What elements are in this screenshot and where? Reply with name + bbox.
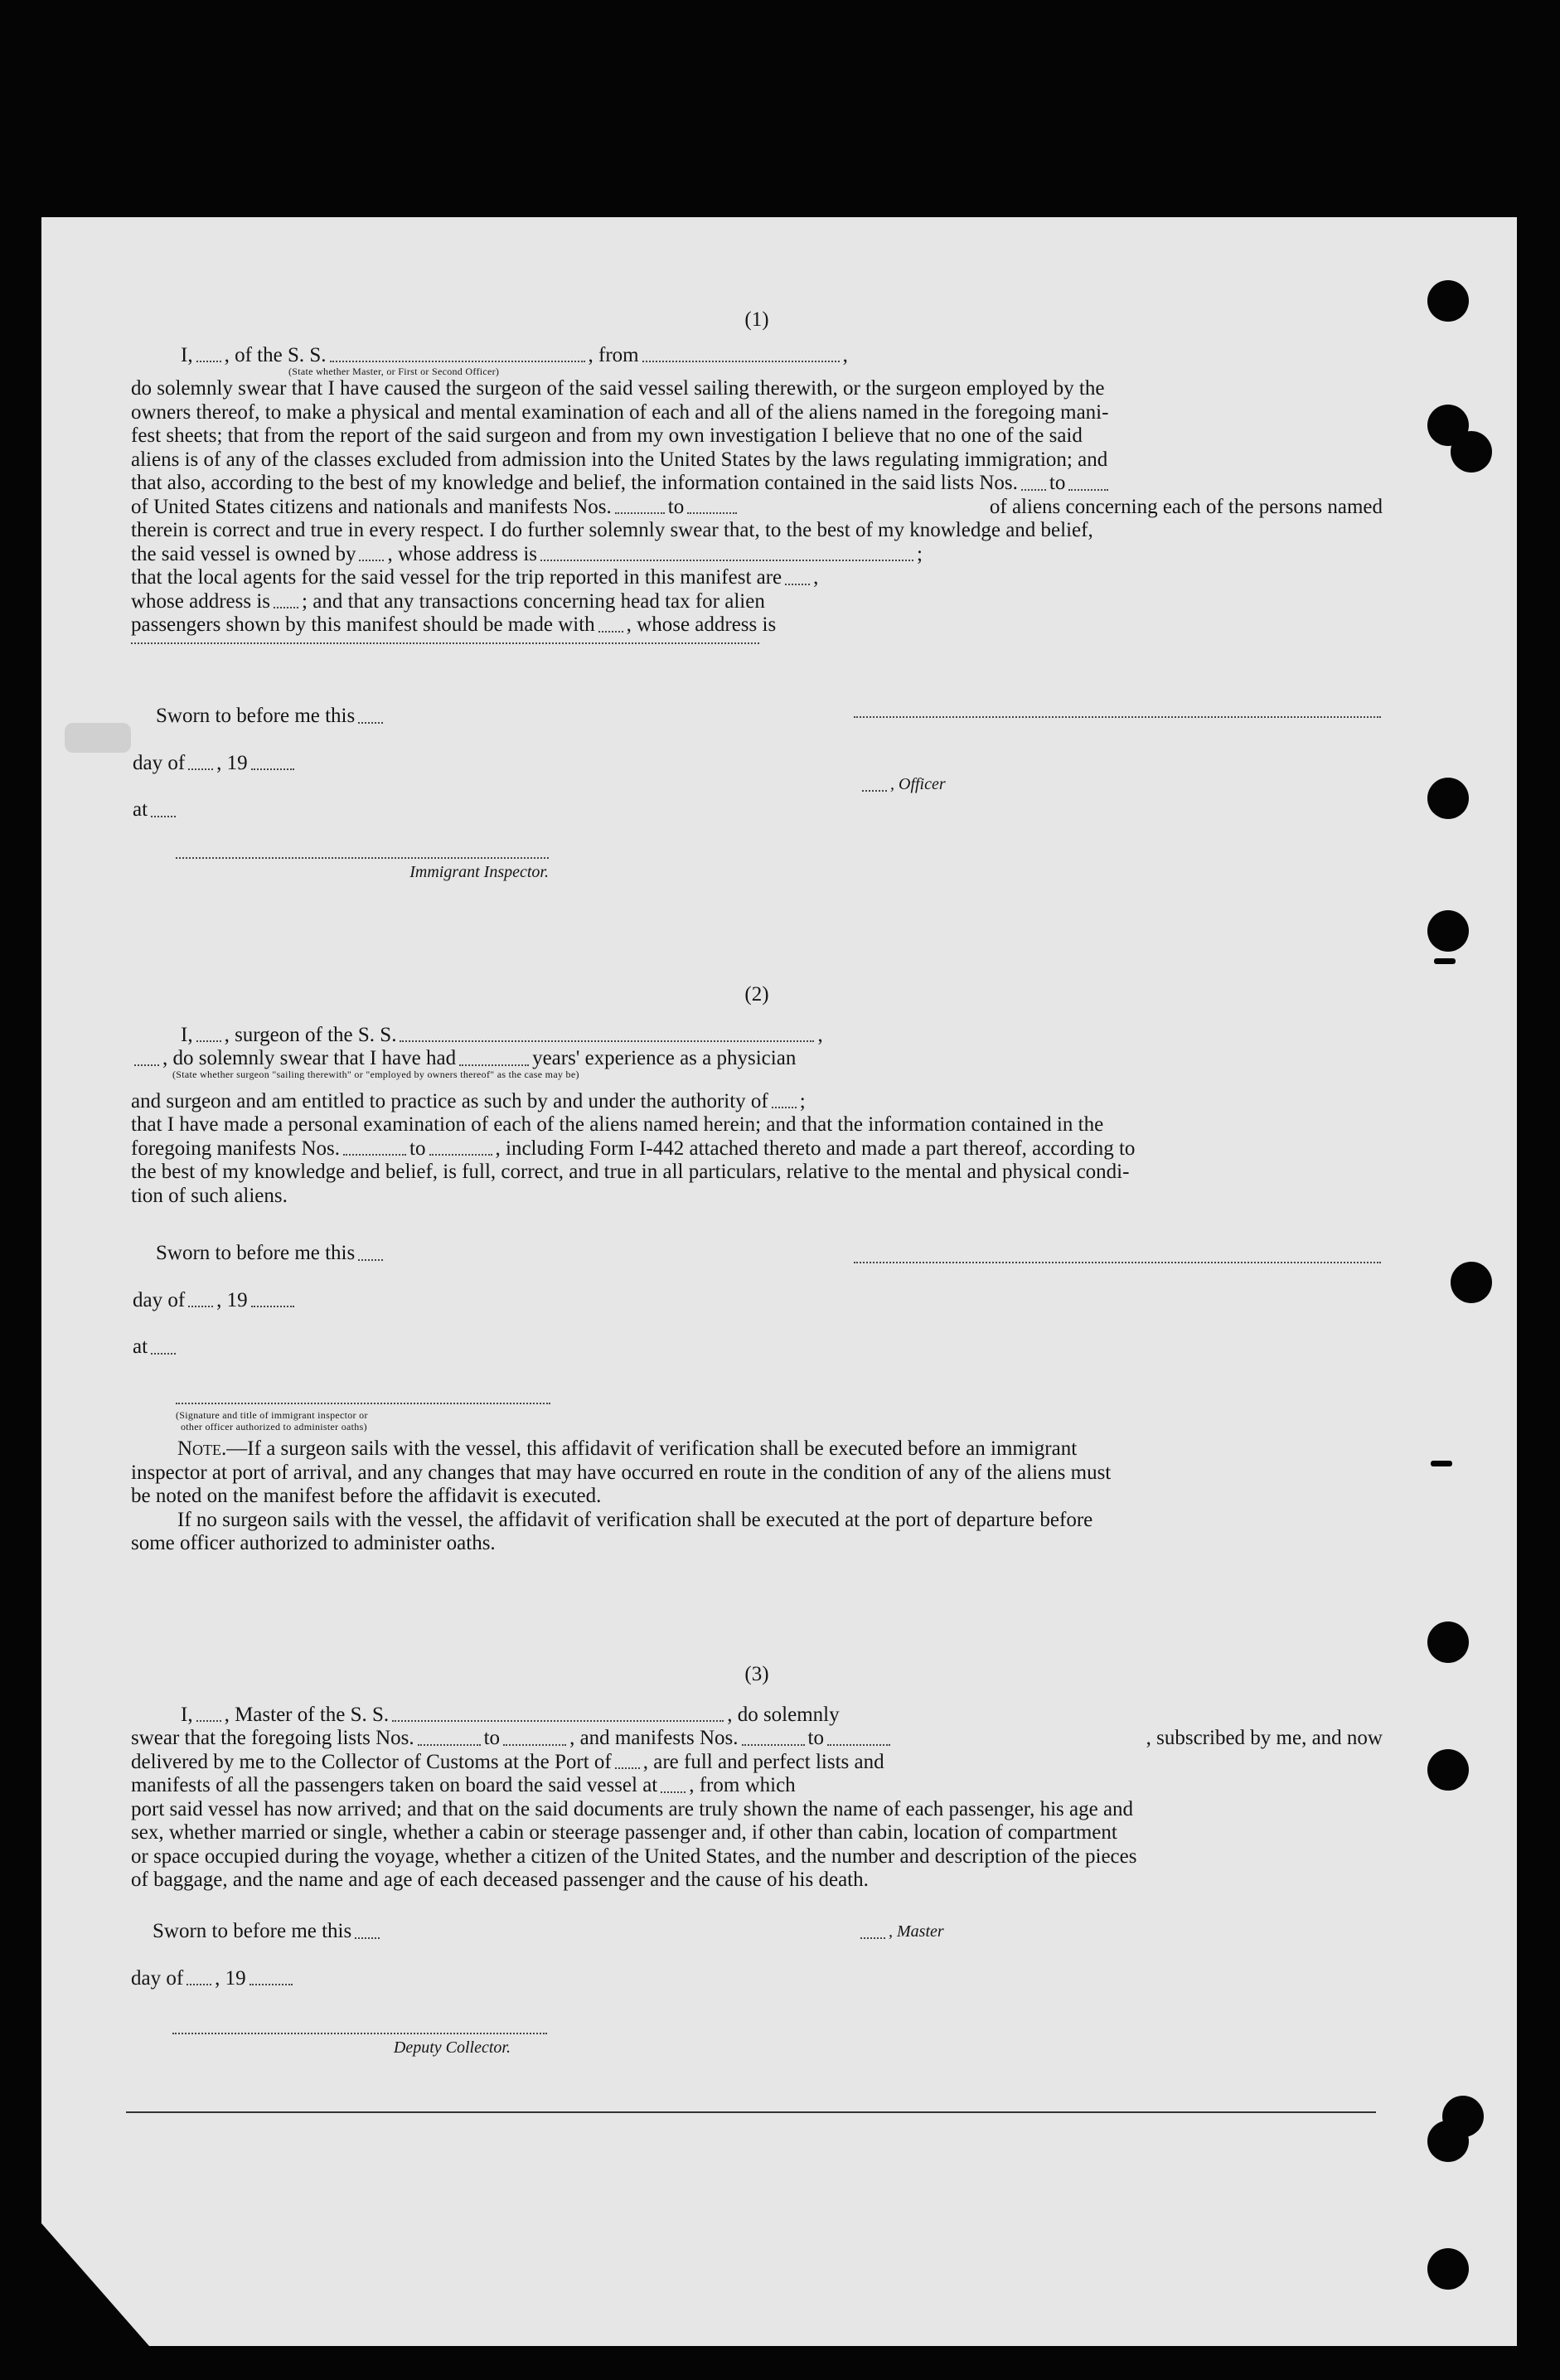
punch-hole bbox=[1427, 910, 1469, 952]
section-number: (3) bbox=[744, 1663, 769, 1685]
owner-field[interactable] bbox=[359, 558, 384, 561]
vessel-name-field[interactable] bbox=[330, 359, 585, 362]
sworn-date-field[interactable] bbox=[358, 720, 383, 724]
punch-hole bbox=[1427, 1749, 1469, 1791]
declarant-line: I, , of the S. S. , from , bbox=[181, 343, 848, 366]
field-instruction: (State whether Master, or First or Second Officer) bbox=[288, 366, 500, 377]
at-place-field[interactable] bbox=[151, 814, 176, 817]
punch-hole bbox=[1451, 431, 1492, 473]
note-label: Note. bbox=[177, 1437, 227, 1460]
years-experience-field[interactable] bbox=[459, 1063, 529, 1066]
day-of-field[interactable] bbox=[188, 767, 213, 770]
authorized-officer-signature-line[interactable] bbox=[176, 1401, 550, 1404]
deputy-collector-signature-line[interactable] bbox=[172, 2031, 547, 2034]
affidavit-text: do solemnly swear that I have caused the surgeon of the said vessel sailing therewith, or the surgeon employed by the owners thereof, to make a physical and mental examination of each and all of the aliens named in the foregoing mani- fest sheets; that from the report of the said surgeon and from my own investigation I believe that no one of the said aliens is of any of the classes excluded from admission into the United States by the laws regulating immigration; and bbox=[131, 377, 1109, 471]
manifests-to-field[interactable] bbox=[429, 1152, 492, 1156]
inspector-signature-line[interactable] bbox=[176, 856, 549, 859]
lists-to-field[interactable] bbox=[503, 1743, 566, 1746]
sworn-block: Sworn to before me this day of , 19 at bbox=[156, 1242, 680, 1360]
section-number: (2) bbox=[744, 983, 769, 1006]
sworn-date-field[interactable] bbox=[358, 1258, 383, 1261]
punch-hole bbox=[1427, 778, 1469, 819]
day-of-field[interactable] bbox=[187, 1982, 211, 1985]
master-signature-field[interactable] bbox=[860, 1936, 885, 1939]
punch-hole bbox=[1427, 2248, 1469, 2290]
punch-hole bbox=[1451, 1262, 1492, 1303]
master-name-field[interactable] bbox=[196, 1718, 221, 1722]
surgeon-affidavit-section: (2) I, , surgeon of the S. S. , , do solemnly swear that I have had years' experience as a physician (State whether surgeon "sailing therewith" or "employed by owners thereof" as the case may be) and surgeon and am entitled to practice as such by and under the authority of ; that I have made a personal examination of each of the aliens named herein; and that the information contained in the foregoing manifests Nos. to , including Form I-442 attached thereto and made a part thereof, according to the best of my knowledge and belief, is full, correct, and true in all particulars, relative to the mental and physical condi- tion of such aliens. Sworn to before me this day of , 19 at (Signature and title of immigrant inspector or other officer authorized to administer oaths) Note.—If a surgeon sails with the vessel, this affidavit of verification shall be executed before an immigrant inspector at port of arrival, and any changes that may have occurred en route in the condition of any of the aliens must be noted on the manifest before the affidavit is executed. If no surgeon sails with the vessel, the affidavit of verification shall be executed at the port of departure before some officer authorized to administer oaths. bbox=[131, 983, 1383, 1208]
note-block: Note.—If a surgeon sails with the vessel, this affidavit of verification shall be executed before an immigrant inspector at port of arrival, and any changes that may have occurred en route in the condition of any of the aliens must be noted on the manifest before the affidavit is executed. If no surgeon sails with the vessel, the affidavit of verification shall be executed at the port of departure before some officer authorized to administer oaths. bbox=[131, 1437, 1112, 1554]
manifests-from-field[interactable] bbox=[742, 1743, 805, 1746]
manifests-from-field[interactable] bbox=[343, 1152, 406, 1156]
surgeon-signature-line[interactable] bbox=[854, 1260, 1381, 1263]
officer-signature-field[interactable] bbox=[862, 788, 887, 792]
surgeon-name-field[interactable] bbox=[196, 1039, 221, 1042]
lists-to-field[interactable] bbox=[1068, 487, 1108, 491]
surgeon-status-field[interactable] bbox=[134, 1063, 159, 1066]
officer-signature-line[interactable] bbox=[854, 715, 1381, 718]
day-of-field[interactable] bbox=[188, 1304, 213, 1307]
owner-address-field[interactable] bbox=[540, 558, 913, 561]
sworn-date-field[interactable] bbox=[355, 1936, 380, 1939]
manifests-from-field[interactable] bbox=[615, 511, 665, 514]
head-tax-contact-field[interactable] bbox=[598, 629, 623, 633]
at-place-field[interactable] bbox=[151, 1351, 176, 1355]
field-instruction: (State whether surgeon "sailing therewith" or "employed by owners thereof" as the case may be) bbox=[172, 1068, 579, 1080]
head-tax-address-field[interactable] bbox=[131, 641, 759, 644]
year-field[interactable] bbox=[251, 767, 294, 770]
officer-name-field[interactable] bbox=[196, 359, 221, 362]
manifests-to-field[interactable] bbox=[827, 1743, 890, 1746]
bottom-rule bbox=[126, 2111, 1376, 2113]
section-number: (1) bbox=[744, 308, 769, 331]
departure-port-field[interactable] bbox=[642, 359, 840, 362]
vessel-name-field[interactable] bbox=[400, 1039, 814, 1042]
punch-hole bbox=[1427, 280, 1469, 322]
local-agents-field[interactable] bbox=[785, 582, 810, 585]
punch-hole bbox=[1427, 1621, 1469, 1663]
master-verification-section: (3) I, , Master of the S. S. , do solemnly swear that the foregoing lists Nos. to , and manifests Nos. to , subscribed by me, and now delivered by me to the Collector of Customs at the Port of , are full and perfect lists and manifests of all the passengers taken on board the said vessel at , from which port said vessel has now arrived; and that on the said documents are truly shown the name of each passenger, his age and sex, whether married or single, whether a cabin or steerage passenger and, if other than cabin, location of compartment or space occupied during the voyage, whether a citizen of the United States, and the number and description of the pieces of baggage, and the name and age of each deceased passenger and the cause of his death. Sworn to before me this day of , 19 , Master Deputy Collector. bbox=[131, 1663, 1383, 2057]
sworn-block: Sworn to before me this day of , 19 at bbox=[156, 705, 680, 822]
sworn-block: Sworn to before me this day of , 19 bbox=[153, 1920, 676, 1990]
punch-mark bbox=[1431, 1461, 1452, 1466]
port-field[interactable] bbox=[615, 1766, 640, 1769]
vessel-name-field[interactable] bbox=[392, 1718, 724, 1722]
verification-text: port said vessel has now arrived; and that on the said documents are truly shown the name of each passenger, his age and sex, whether married or single, whether a cabin or steerage passenger and, if other than cabin, location of compartment or space occupied during the voyage, whether a citizen of the United States, and the number and description of the pieces bbox=[131, 1797, 1137, 1868]
year-field[interactable] bbox=[251, 1304, 294, 1307]
master-affidavit-section: (1) I, , of the S. S. , from , (State whether Master, or First or Second Officer) do solemnly swear that I have caused the surgeon of the said vessel sailing therewith, or the surgeon employed by the owners thereof, to make a physical and mental examination of each and all of the aliens named in the foregoing mani- fest sheets; that from the report of the said surgeon and from my own investigation I believe that no one of the said aliens is of any of the classes excluded from admission into the United States by the laws regulating immigration; and that also, according to the best of my knowledge and belief, the information contained in the said lists Nos. to of United States citizens and nationals and manifests Nos. to of aliens concerning each of the persons named therein is correct and true in every respect. I do further solemnly swear that, to the best of my knowledge and belief, the said vessel is owned by , whose address is ; that the local agents for the said vessel for the trip reported in this manifest are , whose address is ; and that any transactions concerning head tax for alien passengers shown by this manifest should be made with , whose address is Sworn to before me this day of , 19 at Immigrant Inspector. , Officer bbox=[131, 308, 1383, 881]
faded-stamp-mark bbox=[65, 723, 131, 753]
lists-from-field[interactable] bbox=[418, 1743, 481, 1746]
year-field[interactable] bbox=[250, 1982, 293, 1985]
punch-hole bbox=[1427, 2121, 1469, 2162]
embarkation-port-field[interactable] bbox=[661, 1790, 686, 1793]
authority-field[interactable] bbox=[772, 1105, 797, 1108]
agents-address-field[interactable] bbox=[274, 605, 298, 608]
lists-from-field[interactable] bbox=[1021, 487, 1046, 491]
manifests-to-field[interactable] bbox=[687, 511, 737, 514]
punch-mark bbox=[1434, 958, 1456, 964]
